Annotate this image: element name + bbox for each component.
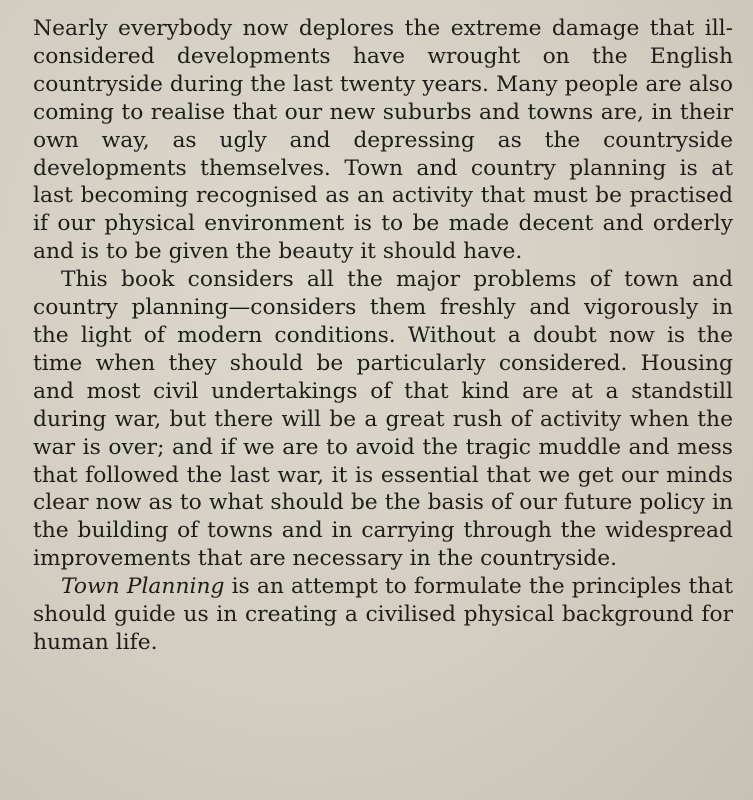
paragraph-3 [33, 573, 733, 657]
paragraph-1 [33, 15, 733, 266]
paragraph-2 [33, 266, 733, 573]
book-title: Town Planning [61, 574, 225, 600]
paragraph-1-text: Nearly everybody now deplores the extreme damage that ill-considered developments have wrought on the English countryside during the last twenty years. Many people are also coming to realise that our new suburbs and towns are, in their own way, as ugly and depressing as the countryside developments themselves. Town and country planning is at last becoming recognised as an activity that must be practised if our physical environment is to be made decent and orderly and is to be given the beauty it should have. [33, 16, 733, 265]
paragraph-2-text: This book considers all the major problems of town and country planning—considers them freshly and vigorously in the light of modern conditions. Without a doubt now is the time when they should be particularly considered. Housing and most civil undertakings of that kind are at a standstill during war, but there will be a great rush of activity when the war is over; and if we are to avoid the tragic muddle and mess that followed the last war, it is essential that we get our minds clear now as to what should be the basis of our future policy in the building of towns and in carrying through the widespread improvements that are necessary in the countryside. [33, 267, 733, 572]
paragraph-3-text: is an attempt to formulate the principles that should guide us in creating a civilised physical background for human life. [33, 574, 733, 655]
